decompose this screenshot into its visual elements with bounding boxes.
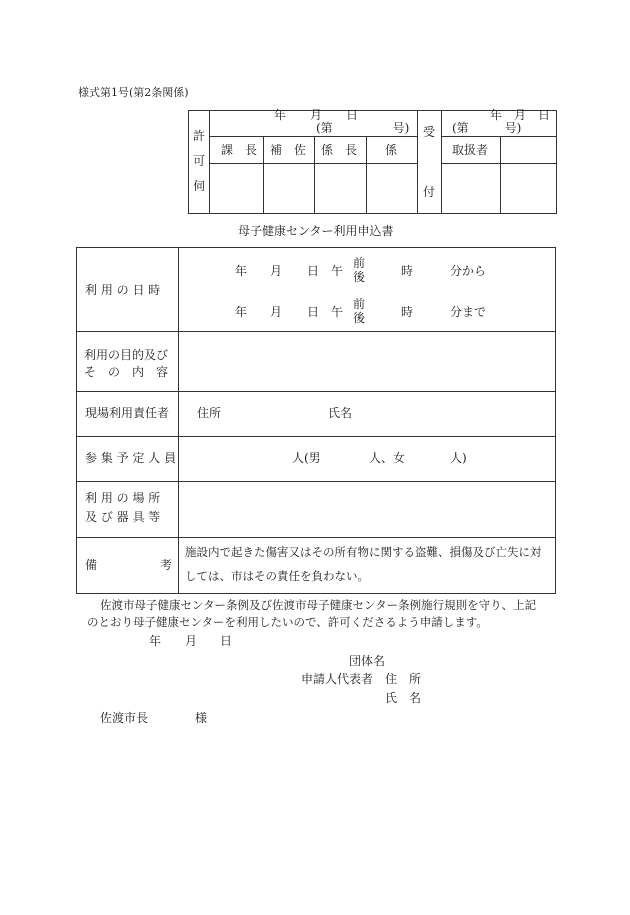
- uke-char-1: 受: [423, 125, 436, 139]
- to-minute: 分まで: [450, 305, 487, 319]
- form-title: 母子健康センター利用申込書: [238, 224, 394, 238]
- reception-number: (第 号): [452, 121, 522, 135]
- declaration-line-2: のとおり母子健康センターを利用したいので、許可くださるよう申請します。: [87, 615, 488, 629]
- to-mae: 前: [353, 297, 366, 311]
- approval-date: 年 月 日: [274, 108, 359, 122]
- attendees-total: 人(男: [292, 451, 321, 465]
- title-kakari: 係: [385, 143, 398, 157]
- from-day: 日: [307, 264, 320, 278]
- group-name-label: 団体名: [349, 654, 386, 668]
- to-day: 日: [307, 305, 320, 319]
- from-month: 月: [270, 264, 283, 278]
- to-month: 月: [270, 305, 283, 319]
- mayor-label: 佐渡市長: [100, 711, 149, 725]
- declaration-line-1: 佐渡市母子健康センター条例及び佐渡市母子健康センター条例施行規則を守り、上記: [100, 598, 537, 612]
- uke-char-2: 付: [423, 185, 436, 199]
- sama-label: 様: [195, 711, 208, 725]
- attendees-label: 参 集 予 定 人 員: [85, 451, 177, 465]
- attendees-women: 人): [450, 451, 467, 465]
- purpose-label-1: 利用の目的及び: [84, 348, 169, 362]
- responsible-name-label: 氏名: [328, 406, 353, 420]
- kyoka-char-2: 可: [193, 154, 206, 168]
- approval-number: (第 号): [316, 121, 410, 135]
- responsible-label: 現場利用責任者: [85, 406, 170, 420]
- date-day: 日: [220, 634, 233, 648]
- purpose-label-2: そ の 内 容: [84, 365, 169, 379]
- from-mae: 前: [353, 256, 366, 270]
- kyoka-char-1: 許: [193, 129, 206, 143]
- to-gozen: 午: [331, 305, 344, 319]
- from-gozen: 午: [331, 264, 344, 278]
- title-kacho: 課 長: [221, 143, 258, 157]
- title-kakaricho: 係 長: [321, 143, 358, 157]
- place-label-1: 利 用 の 場 所: [85, 491, 161, 505]
- to-hour: 時: [401, 305, 414, 319]
- from-hour: 時: [401, 264, 414, 278]
- remarks-label-b: 考: [160, 558, 173, 572]
- to-year: 年: [235, 305, 248, 319]
- from-ato: 後: [353, 270, 366, 284]
- representative-label: 申請人代表者: [301, 672, 374, 686]
- remarks-label-a: 備: [85, 558, 98, 572]
- from-minute: 分から: [450, 264, 487, 278]
- attendees-men: 人、女: [369, 451, 406, 465]
- responsible-address-label: 住所: [197, 406, 222, 420]
- form-number-label: 様式第1号(第2条関係): [78, 86, 189, 99]
- from-year: 年: [235, 264, 248, 278]
- usage-datetime-label: 利 用 の 日 時: [85, 283, 161, 297]
- title-hosa: 補 佐: [270, 143, 307, 157]
- handler-label: 取扱者: [452, 143, 489, 157]
- date-year: 年: [149, 634, 162, 648]
- applicant-address-label: 住 所: [385, 672, 422, 686]
- reception-date: 年 月 日: [490, 108, 551, 122]
- remarks-text-2: しては、市はその責任を負わない。: [185, 569, 369, 583]
- applicant-name-label: 氏 名: [385, 691, 422, 705]
- to-ato: 後: [353, 311, 366, 325]
- remarks-text-1: 施設内で起きた傷害又はその所有物に関する盗難、損傷及び亡失に対: [185, 545, 542, 559]
- date-month: 月: [185, 634, 198, 648]
- place-label-2: 及 び 器 具 等: [85, 510, 161, 524]
- kyoka-char-3: 伺: [193, 179, 206, 193]
